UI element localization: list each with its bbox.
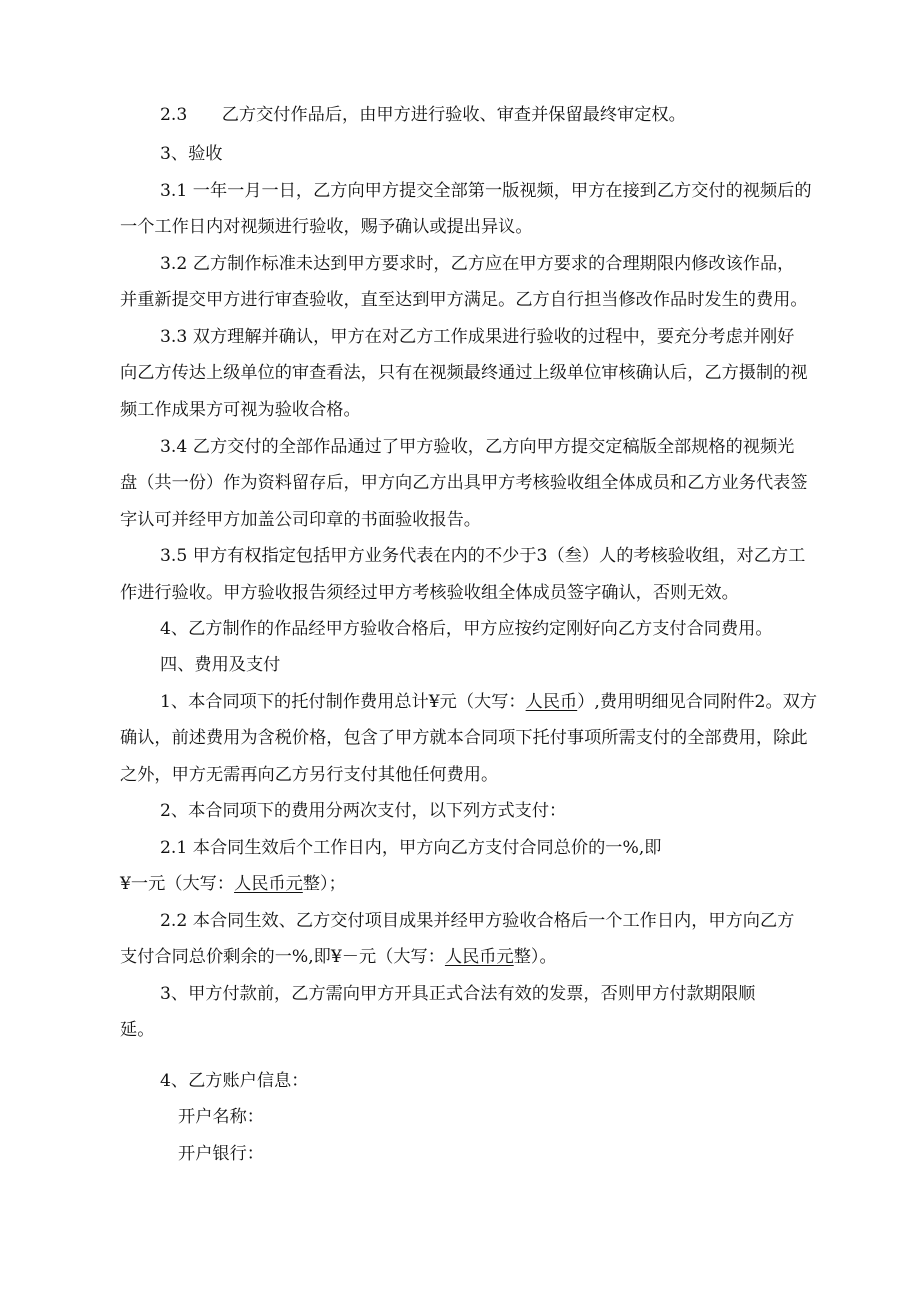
clause-3-5-line-1: 3.5 甲方有权指定包括甲方业务代表在内的不少于3（叁）人的考核验收组，对乙方工 [160,546,806,566]
fees-clause-3-line-2: 延。 [120,1020,155,1040]
section-fees-heading: 四、费用及支付 [160,655,281,675]
fees-clause-2-2-line-1: 2.2 本合同生效、乙方交付项目成果并经甲方验收合格后一个工作日内，甲方向乙方 [160,911,795,931]
fees-clause-1-underlined: 人民币 [525,692,578,712]
fees-clause-2-1-text-a: ¥一元（大写： [120,874,235,894]
fees-clause-2: 2、本合同项下的费用分两次支付，以下列方式支付： [160,801,567,821]
account-bank-label: 开户银行： [178,1144,264,1164]
clause-3-1-line-2: 一个工作日内对视频进行验收，赐予确认或提出异议。 [120,217,533,237]
fees-clause-2-2-text-b: 整）。 [513,947,557,967]
fees-clause-1-text-b: ）,费用明细见合同附件2。双方 [577,692,818,712]
clause-3-3-line-3: 频工作成果方可视为验收合格。 [120,400,361,420]
fees-clause-2-2-text-a: 支付合同总价剩余的一%,即¥－元（大写： [120,947,445,967]
clause-2-3: 2.3 乙方交付作品后，由甲方进行验收、审查并保留最终审定权。 [160,105,686,125]
clause-3-2-line-1: 3.2 乙方制作标准未达到甲方要求时，乙方应在甲方要求的合理期限内修改该作品， [160,254,795,274]
clause-3-2-line-2: 并重新提交甲方进行审查验收，直至达到甲方满足。乙方自行担当修改作品时发生的费用。 [120,290,808,310]
fees-clause-1-line-2: 确认，前述费用为含税价格，包含了甲方就本合同项下托付事项所需支付的全部费用，除此 [120,728,808,748]
fees-clause-1-line-3: 之外，甲方无需再向乙方另行支付其他任何费用。 [120,765,499,785]
clause-3-5-line-2: 作进行验收。甲方验收报告须经过甲方考核验收组全体成员签字确认，否则无效。 [120,583,739,603]
clause-3-4-line-1: 3.4 乙方交付的全部作品通过了甲方验收，乙方向甲方提交定稿版全部规格的视频光 [160,437,795,457]
fees-clause-2-2-line-2 [120,946,557,968]
clause-3-4-line-2: 盘（共一份）作为资料留存后，甲方向乙方出具甲方考核验收组全体成员和乙方业务代表签 [120,473,808,493]
clause-3-4-line-3: 字认可并经甲方加盖公司印章的书面验收报告。 [120,510,481,530]
fees-clause-2-1-line-1: 2.1 本合同生效后个工作日内，甲方向乙方支付合同总价的一%,即 [160,838,662,858]
clause-3-1-line-1: 3.1 一年一月一日，乙方向甲方提交全部第一版视频，甲方在接到乙方交付的视频后的 [160,181,812,201]
fees-clause-4: 4、乙方账户信息： [160,1071,309,1091]
fees-clause-1-line-1 [160,691,817,713]
fees-clause-2-1-text-b: 整）； [302,874,346,894]
clause-3-3-line-2: 向乙方传达上级单位的审查看法，只有在视频最终通过上级单位审核确认后，乙方摄制的视 [120,363,808,383]
fees-clause-1-text-a: 1、本合同项下的托付制作费用总计¥元（大写： [160,692,526,712]
section-3-heading: 3、验收 [160,144,223,164]
clause-4: 4、乙方制作的作品经甲方验收合格后，甲方应按约定刚好向乙方支付合同费用。 [160,619,773,639]
fees-clause-2-2-underlined: 人民币元 [444,947,514,967]
fees-clause-2-1-underlined: 人民币元 [234,874,303,894]
fees-clause-2-1-line-2 [120,873,346,895]
fees-clause-3-line-1: 3、甲方付款前，乙方需向甲方开具正式合法有效的发票，否则甲方付款期限顺 [160,984,756,1004]
account-name-label: 开户名称： [178,1107,264,1127]
clause-3-3-line-1: 3.3 双方理解并确认，甲方在对乙方工作成果进行验收的过程中，要充分考虑并刚好 [160,327,795,347]
